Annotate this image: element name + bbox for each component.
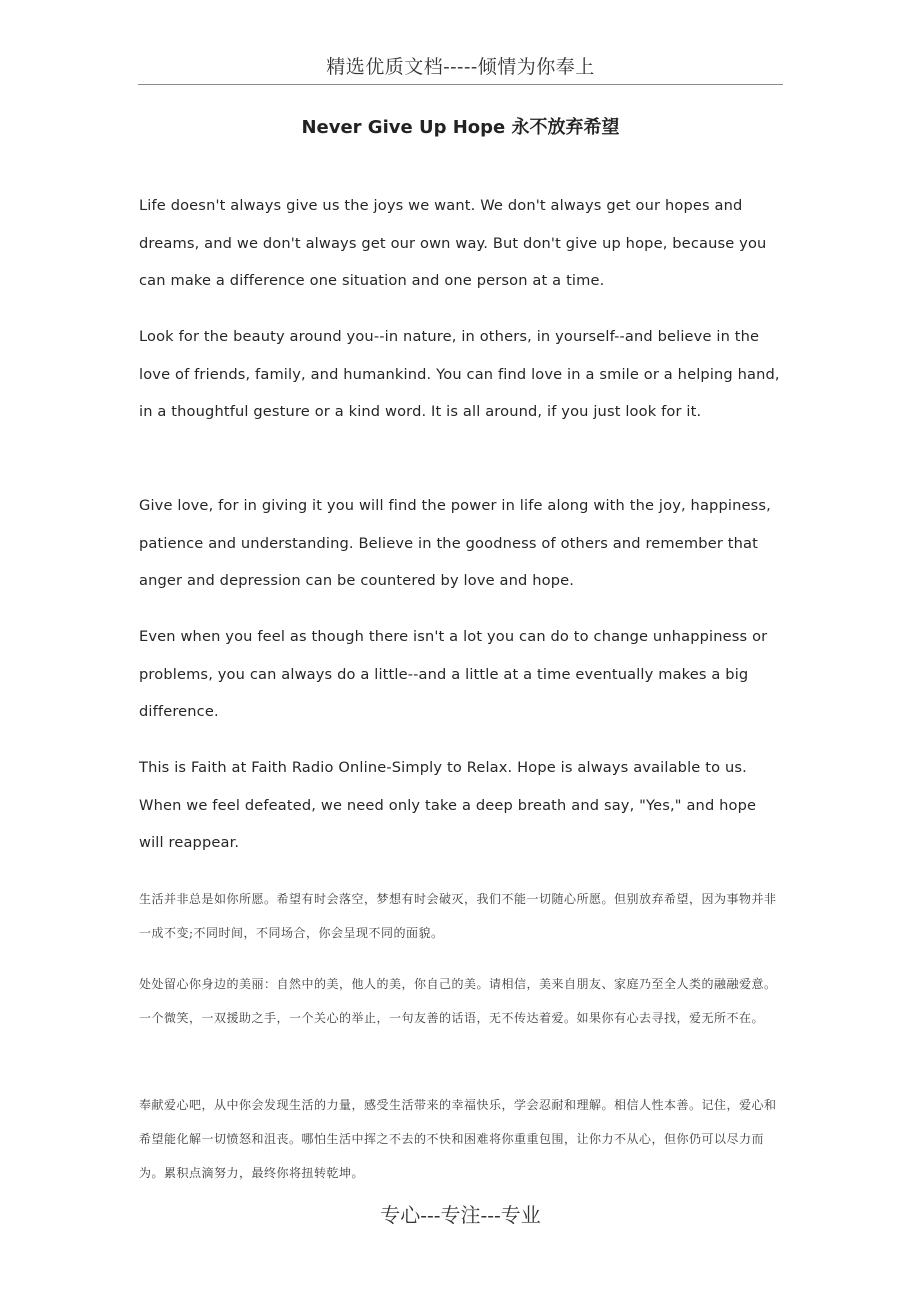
page-footer: 专心---专注---专业	[380, 1203, 541, 1227]
english-paragraph-1: Life doesn't always give us the joys we want. We don't always get our hopes and dreams, and we don't always get our own way. But don't give up hope, because you can make a difference one situation and one person at a time.	[139, 197, 767, 289]
page-header	[138, 52, 783, 85]
chinese-paragraph-3: 奉献爱心吧，从中你会发现生活的力量，感受生活带来的幸福快乐，学会忍耐和理解。相信人性本善。记住，爱心和希望能化解一切愤怒和沮丧。哪怕生活中挥之不去的不快和困难将你重重包围，让你力不从心，但你仍可以尽力而为。累积点滴努力，最终你将扭转乾坤。	[139, 1098, 777, 1180]
english-paragraph-4: Even when you feel as though there isn't a lot you can do to change unhappiness or problems, you can always do a little--and a little at a time eventually makes a big difference.	[139, 628, 768, 720]
document-title: Never Give Up Hope 永不放弃希望	[301, 117, 620, 138]
english-paragraph-5: This is Faith at Faith Radio Online-Simply to Relax. Hope is always available to us. When we feel defeated, we need only take a deep breath and say, "Yes," and hope will reappear.	[139, 759, 757, 851]
english-paragraph-2: Look for the beauty around you--in nature, in others, in yourself--and believe in the love of friends, family, and humankind. You can find love in a smile or a helping hand, in a thoughtful gesture or a kind word. It is all around, if you just look for it.	[139, 328, 780, 420]
chinese-paragraph-2: 处处留心你身边的美丽：自然中的美，他人的美，你自己的美。请相信，美来自朋友、家庭乃至全人类的融融爱意。一个微笑，一双援助之手，一个关心的举止，一句友善的话语，无不传达着爱。如果你有心去寻找，爱无所不在。	[139, 977, 777, 1025]
english-paragraph-3: Give love, for in giving it you will find the power in life along with the joy, happiness, patience and understanding. Believe in the goodness of others and remember that anger and depression can be countered by love and hope.	[139, 497, 771, 589]
header-text: 精选优质文档-----倾情为你奉上	[326, 56, 595, 78]
chinese-paragraph-1: 生活并非总是如你所愿。希望有时会落空，梦想有时会破灭，我们不能一切随心所愿。但别放弃希望，因为事物并非一成不变;不同时间，不同场合，你会呈现不同的面貌。	[139, 892, 777, 940]
